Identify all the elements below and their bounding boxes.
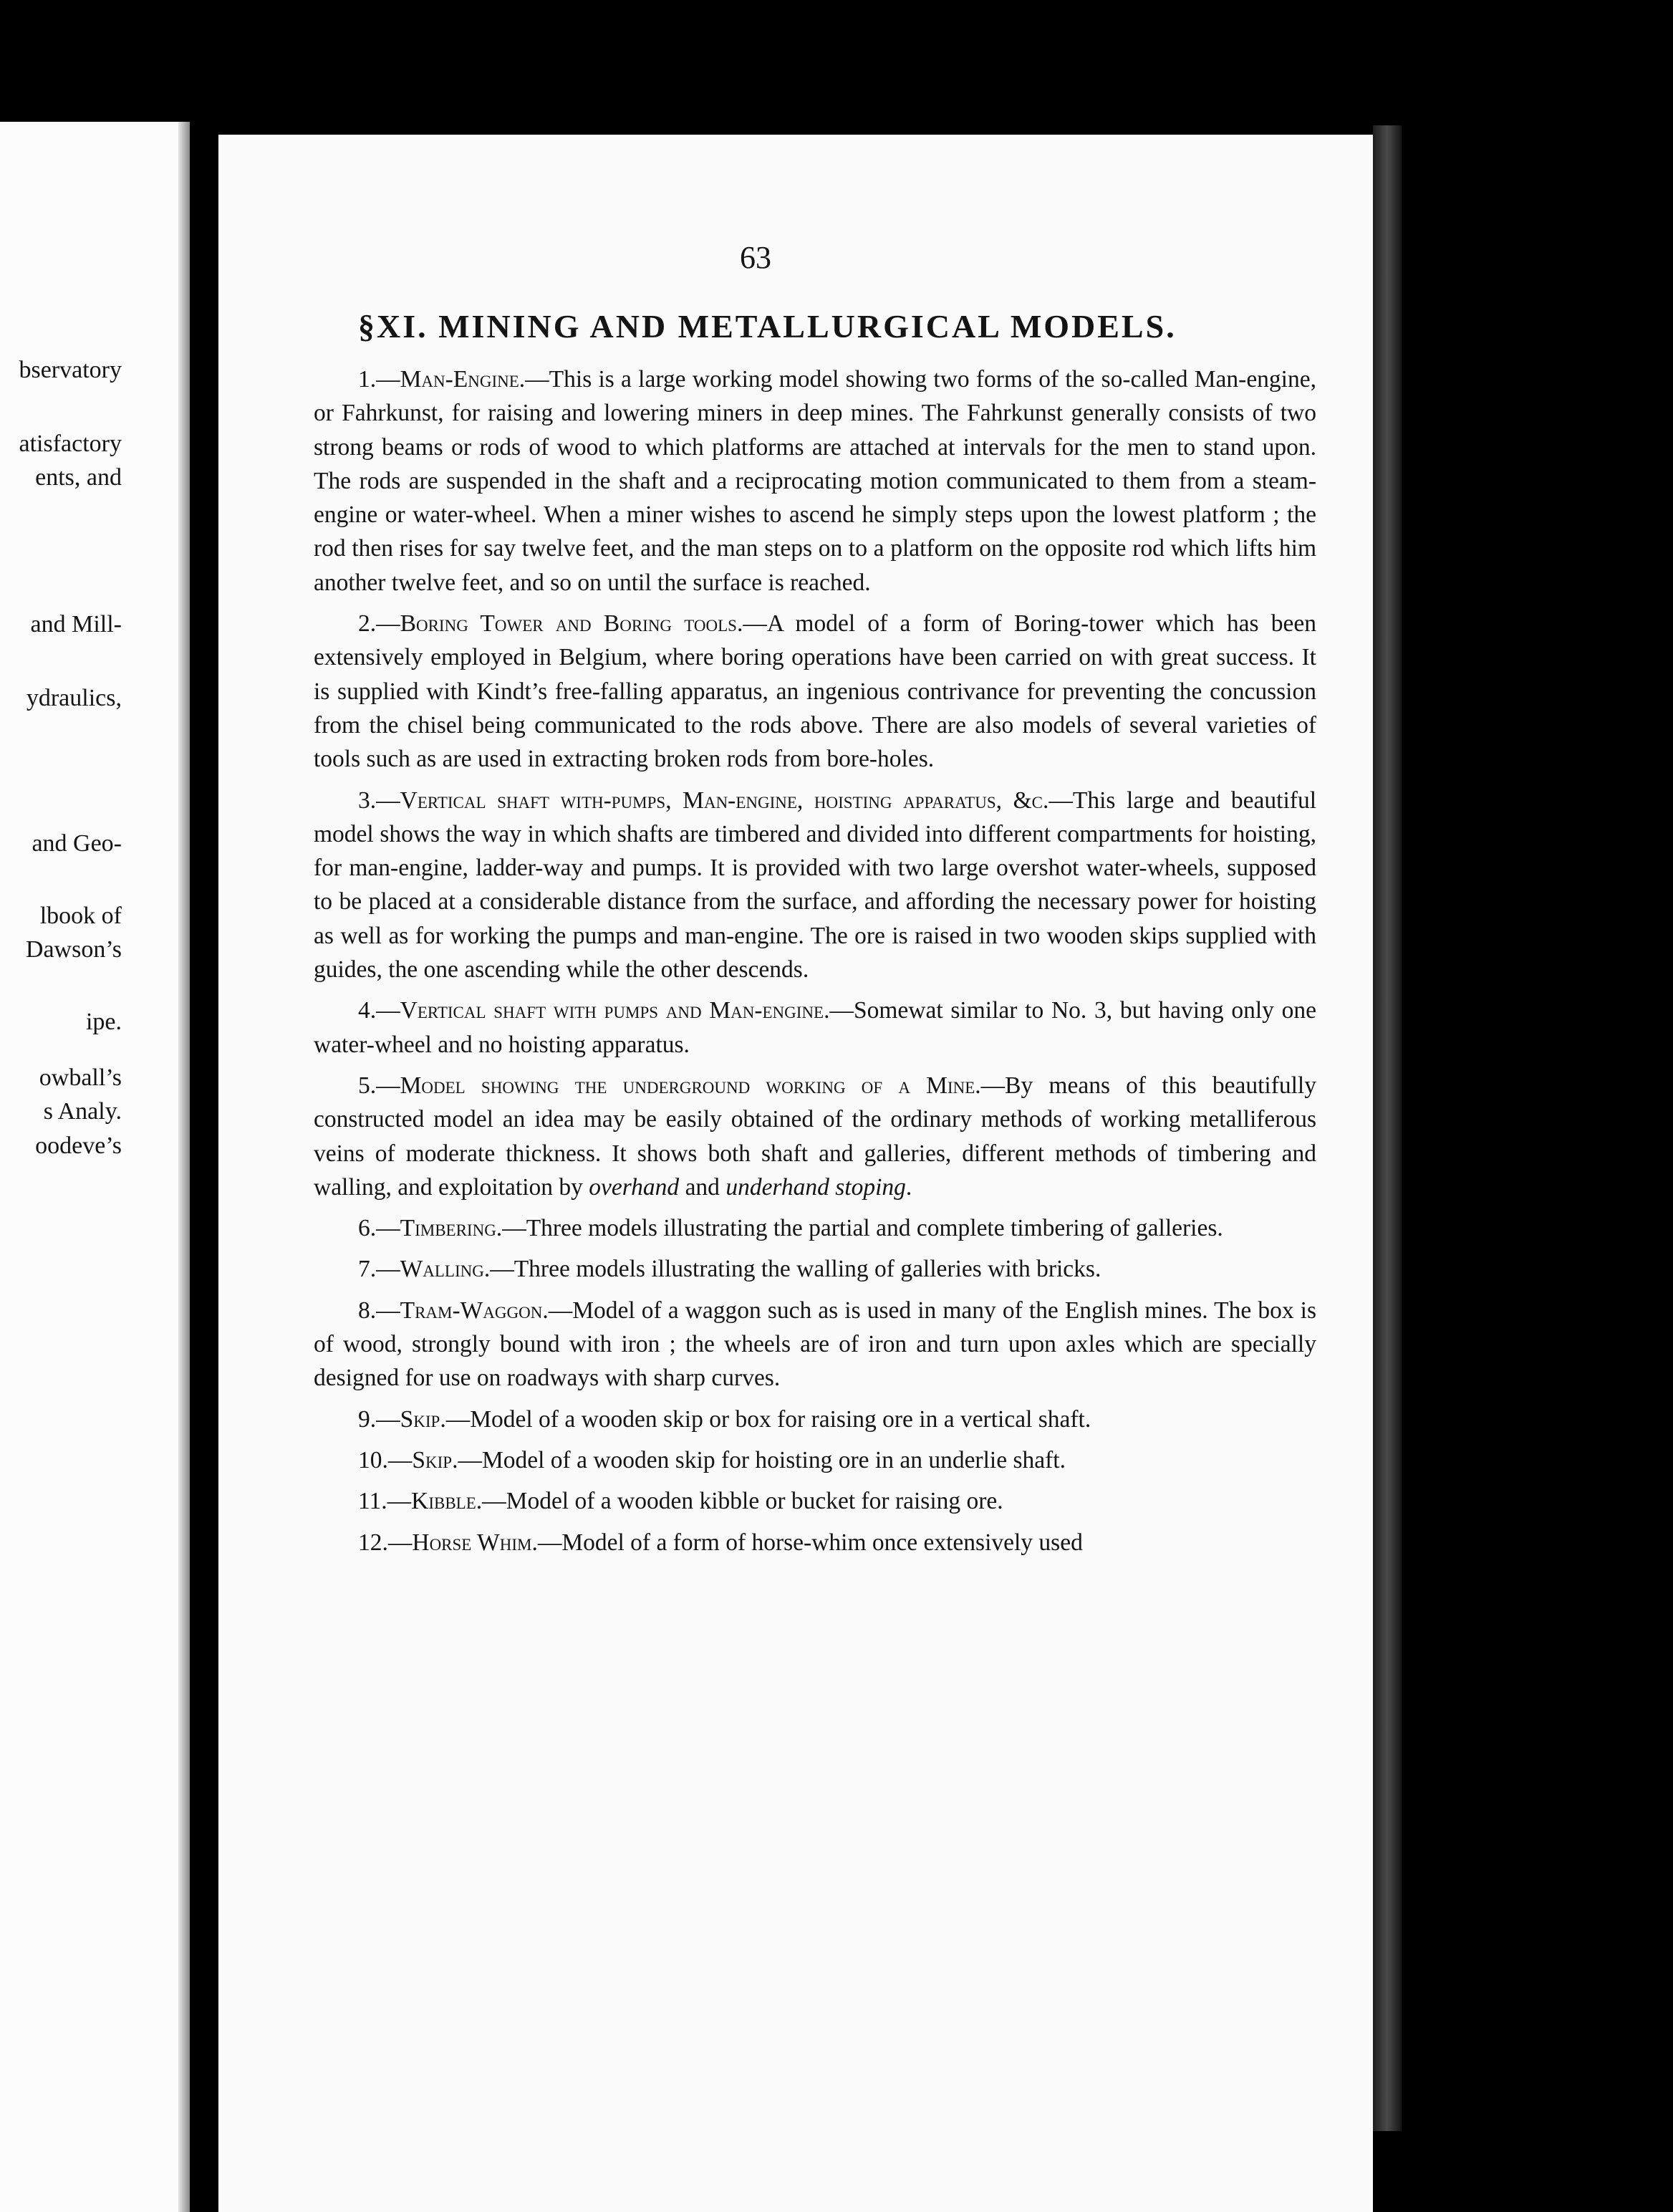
entry-title: —Boring Tower and Boring tools. — [376, 610, 743, 638]
entry-text: —Model of a form of horse-whim once extensively used — [537, 1529, 1083, 1556]
facing-page-line: lbook of — [39, 903, 122, 929]
entry-text: —Model of a waggon such as is used in many of the English mines. The box is of wood, strongly bound with iron ; the wheels are of iron and turn upon axles which are specially designed for use on roadways with sharp curves. — [314, 1297, 1316, 1392]
entry-boring-tower — [314, 607, 1316, 776]
facing-page-line: owball’s — [39, 1064, 122, 1091]
entry-title: —Tram-Waggon. — [376, 1297, 549, 1324]
entry-title: —Skip. — [376, 1405, 446, 1433]
entry-title: —Man-Engine. — [376, 366, 526, 393]
entry-number: 7. — [358, 1256, 377, 1283]
facing-page-line: Dawson’s — [25, 936, 122, 963]
entry-number: 12. — [358, 1529, 388, 1556]
page-number: 63 — [740, 240, 771, 275]
page-edge — [1373, 125, 1402, 2131]
entry-text: —This large and beautiful model shows the way in which shafts are timbered and divided into different compartments for hoisting, for man-engine, ladder-way and pumps. It is provided with two large overshot water-wheels, supposed to be placed at a considerable distance from the surface, and affording the necessary power for hoisting as well as for working the pumps and man-engine. The ore is raised in two wooden skips supplied with guides, the one ascending while the other descends. — [314, 787, 1316, 984]
entry-number: 11. — [358, 1488, 387, 1515]
entry-text: —Model of a wooden kibble or bucket for raising ore. — [482, 1488, 1003, 1515]
entry-text: —Model of a wooden skip for hoisting ore in an underlie shaft. — [458, 1446, 1066, 1473]
entry-italic-term: underhand stoping — [725, 1173, 906, 1201]
book-spine — [190, 0, 218, 2212]
entry-skip-vertical — [314, 1403, 1316, 1436]
entry-tram-waggon — [314, 1294, 1316, 1395]
entry-title: —Model showing the underground working of a Mine. — [376, 1072, 981, 1099]
page-gutter — [178, 122, 190, 2212]
entry-underground-working — [314, 1069, 1316, 1204]
entry-text: —By means of this beautifully constructed model an idea may be easily obtained of the ordinary methods of working metalliferous veins of moderate thickness. It shows both shaft and galleries, different methods of timbering and walling, and exploitation by — [314, 1072, 1316, 1201]
entry-text: —A model of a form of Boring-tower which has been extensively employed in Belgium, where boring operations have been carried on with great success. It is supplied with Kindt’s free-falling apparatus, an ingenious contrivance for preventing the concussion from the chisel being communicated to the rods above. There are also models of several varieties of tools such as are used in extracting broken rods from bore-holes. — [314, 610, 1316, 773]
entry-title: —Kibble. — [387, 1488, 483, 1515]
entry-number: 5. — [358, 1072, 377, 1099]
facing-page-line: atisfactory — [19, 431, 122, 457]
entry-number: 2. — [358, 610, 377, 638]
entry-skip-underlie — [314, 1443, 1316, 1477]
entry-text: —Model of a wooden skip or box for raising ore in a vertical shaft. — [445, 1405, 1091, 1433]
entry-title: —Walling. — [376, 1256, 491, 1283]
main-page — [218, 135, 1373, 2212]
facing-page-line: ipe. — [85, 1009, 122, 1035]
entry-number: 4. — [358, 997, 377, 1024]
entry-vertical-shaft-pumps — [314, 994, 1316, 1062]
entry-vertical-shaft-hoisting — [314, 784, 1316, 987]
entry-timbering — [314, 1211, 1316, 1245]
entry-number: 8. — [358, 1297, 377, 1324]
entry-title: —Vertical shaft with-pumps, Man-engine, hoisting apparatus, &c. — [376, 787, 1049, 814]
facing-page-line: bservatory — [19, 357, 122, 383]
entry-text: . — [905, 1173, 912, 1201]
entry-title: —Vertical shaft with pumps and Man-engine. — [376, 997, 830, 1024]
entry-list — [314, 362, 1316, 1567]
entry-number: 3. — [358, 787, 377, 814]
entry-kibble — [314, 1484, 1316, 1518]
entry-italic-term: overhand — [589, 1173, 680, 1201]
facing-page-line: ents, and — [35, 464, 122, 491]
entry-text: —Three models illustrating the partial and complete timbering of galleries. — [502, 1215, 1223, 1242]
facing-page-line: and Mill- — [30, 611, 122, 638]
facing-page — [0, 122, 190, 2212]
entry-title: —Timbering. — [376, 1215, 503, 1242]
facing-page-line: ydraulics, — [26, 685, 122, 711]
entry-text: —This is a large working model showing two forms of the so-called Man-engine, or Fahrkunst, for raising and lowering miners in deep mines. The Fahrkunst generally consists of two strong beams or rods of wood to which platforms are attached at intervals for the men to stand upon. The rods are suspended in the shaft and a reciprocating motion communicated to them from a steam-engine or water-wheel. When a miner wishes to ascend he simply steps upon the lowest platform ; the rod then rises for say twelve feet, and the man steps on to a platform on the opposite rod which lifts him another twelve feet, and so on until the surface is reached. — [314, 366, 1316, 596]
entry-title: —Horse Whim. — [387, 1529, 538, 1556]
facing-page-line: and Geo- — [32, 830, 122, 857]
section-heading: §XI. MINING AND METALLURGICAL MODELS. — [358, 308, 1177, 345]
entry-man-engine — [314, 362, 1316, 600]
entry-number: 1. — [358, 366, 377, 393]
facing-page-line: oodeve’s — [35, 1133, 122, 1159]
entry-text: —Somewat similar to No. 3, but having only one water-wheel and no hoisting apparatus. — [314, 997, 1316, 1058]
entry-horse-whim — [314, 1526, 1316, 1559]
facing-page-line: s Analy. — [43, 1098, 122, 1125]
entry-number: 6. — [358, 1215, 377, 1242]
entry-text: and — [679, 1173, 726, 1201]
entry-text: —Three models illustrating the walling of galleries with bricks. — [490, 1256, 1101, 1283]
entry-number: 10. — [358, 1446, 388, 1473]
entry-walling — [314, 1252, 1316, 1286]
entry-number: 9. — [358, 1405, 377, 1433]
entry-title: —Skip. — [387, 1446, 458, 1473]
